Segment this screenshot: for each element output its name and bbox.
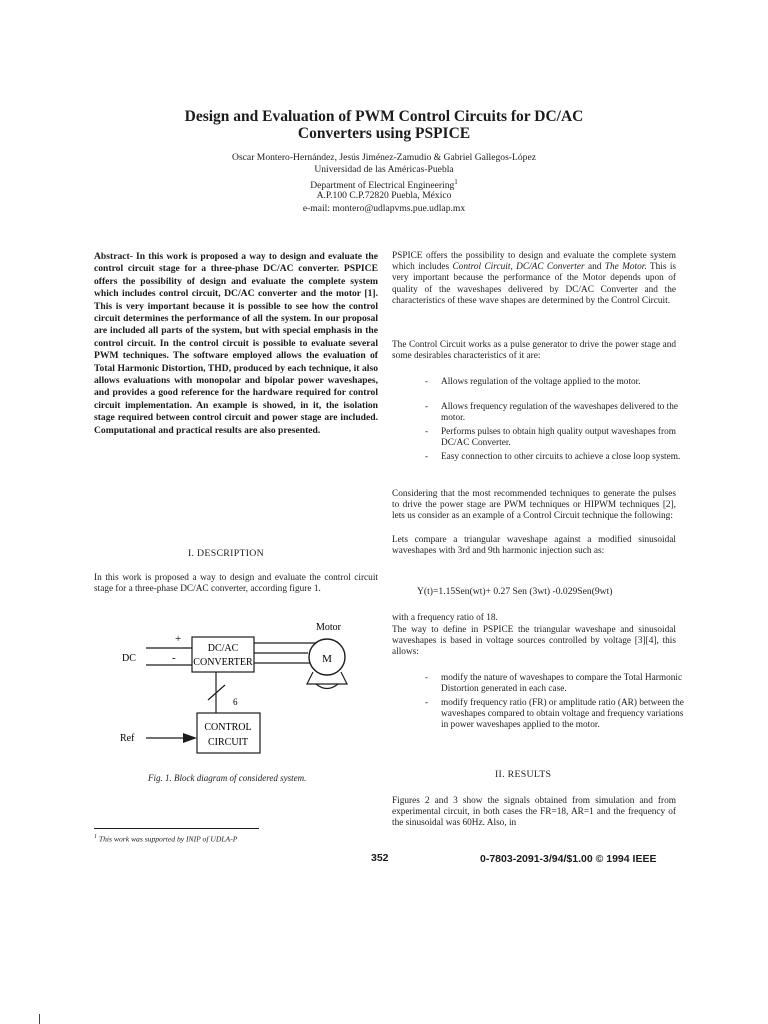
pspice-overview-paragraph: PSPICE offers the possibility to design and evaluate the complete system which includes Control Circuit, DC/AC Converter and The Motor. This is very important because the performance of the Motor depends upon of quality of the waveshapes delivered by DC/AC Converter and the characteristics of these wave shapes are determined by the Control Circuit. bbox=[392, 251, 677, 306]
motor-label: Motor bbox=[316, 622, 341, 633]
scan-mark bbox=[39, 1014, 40, 1024]
converter-label-line-2: CONVERTER bbox=[193, 657, 253, 668]
authors: Oscar Montero-Hernández, Jesús Jiménez-Zamudio & Gabriel Gallegos-López bbox=[232, 152, 536, 163]
control-label-line-2: CIRCUIT bbox=[208, 737, 248, 748]
equation: Y(t)=1.15Sen(wt)+ 0.27 Sen (3wt) -0.029Sen(9wt) bbox=[417, 586, 613, 597]
pspice-definition-paragraph: The way to define in PSPICE the triangular waveshape and sinusoidal waveshapes is based in voltage sources controlled by voltage [3][4], this allows: bbox=[392, 625, 676, 658]
block-diagram-figure bbox=[94, 615, 384, 765]
affiliation-department: Department of Electrical Engineering$^1$ bbox=[310, 178, 458, 192]
techniques-paragraph: Considering that the most recommended techniques to generate the pulses to drive the power stage are PWM techniques or HIPWM techniques [2], lets us consider as an example of a Control Circuit technique the following: bbox=[392, 489, 676, 522]
copyright-notice: 0-7803-2091-3/94/$1.00 © 1994 IEEE bbox=[480, 853, 657, 865]
ref-arrow-icon bbox=[183, 733, 197, 743]
minus-sign: - bbox=[172, 652, 176, 664]
footnote-number: 1 bbox=[94, 834, 97, 840]
results-paragraph: Figures 2 and 3 show the signals obtained from simulation and from experimental circuit, in both cases the FR=18, AR=1 and the frequency of the sinusoidal was 60Hz. Also, in bbox=[392, 796, 676, 829]
abstract: Abstract- In this work is proposed a way to design and evaluate the control circuit stage for a three-phase DC/AC converter. PSPICE offers the possibility of design and evaluate the complete system which includes control circuit, DC/AC converter and the motor [1]. This is very important because it is possible to see how the control circuit determines the performance of all the system. In our proposal are included all parts of the system, but with special emphasis in the control circuit. In the control circuit is possible to evaluate several PWM techniques. The software employed allows the evaluation of Total Harmonic Distortion, THD, produced by each technique, it also allows evaluations with monopolar and bipolar power waveshapes, and provides a good reference for the hardware required for control circuit implementation. An example is showed, in it, the isolation stage required between control circuit and power stage are included. Computational and practical results are also presented. bbox=[94, 251, 378, 436]
footnote bbox=[94, 834, 237, 844]
postal-address: A.P.100 C.P.72820 Puebla, México bbox=[316, 190, 452, 201]
control-circuit-paragraph: The Control Circuit works as a pulse generator to drive the power stage and some desirables characteristics of it are: bbox=[392, 340, 676, 362]
control-label-line-1: CONTROL bbox=[204, 722, 252, 733]
motor-m-label: M bbox=[322, 653, 332, 665]
dc-label: DC bbox=[122, 653, 136, 664]
bus-count-label: 6 bbox=[233, 697, 238, 707]
description-paragraph: In this work is proposed a way to design and evaluate the control circuit stage for a three-phase DC/AC converter, according figure 1. bbox=[94, 573, 378, 595]
email-address: e-mail: montero@udlapvms.pue.udlap.mx bbox=[302, 203, 466, 214]
footnote-text: This work was supported by INIP of UDLA-P bbox=[98, 834, 238, 844]
plus-sign: + bbox=[175, 633, 182, 645]
section-heading-results: II. RESULTS bbox=[495, 769, 552, 780]
page-number: 352 bbox=[371, 852, 389, 864]
paper-title-line-1: Design and Evaluation of PWM Control Circuits for DC/AC bbox=[184, 108, 584, 125]
paper-title-line-2: Converters using PSPICE bbox=[297, 125, 471, 142]
converter-label-line-1: DC/AC bbox=[207, 643, 239, 654]
comparison-paragraph: Lets compare a triangular waveshape against a modified sinusoidal waveshapes with 3rd and 9th harmonic injection such as: bbox=[392, 535, 676, 557]
footnote-marker: 1 bbox=[454, 178, 458, 186]
figure-1-caption: Fig. 1. Block diagram of considered system. bbox=[148, 773, 307, 783]
frequency-ratio-text: with a frequency ratio of 18. bbox=[392, 613, 498, 623]
footnote-rule bbox=[94, 828, 259, 829]
ref-label: Ref bbox=[120, 733, 135, 744]
affiliation-university: Universidad de las Américas-Puebla bbox=[314, 164, 454, 175]
section-heading-description: I. DESCRIPTION bbox=[188, 548, 265, 559]
